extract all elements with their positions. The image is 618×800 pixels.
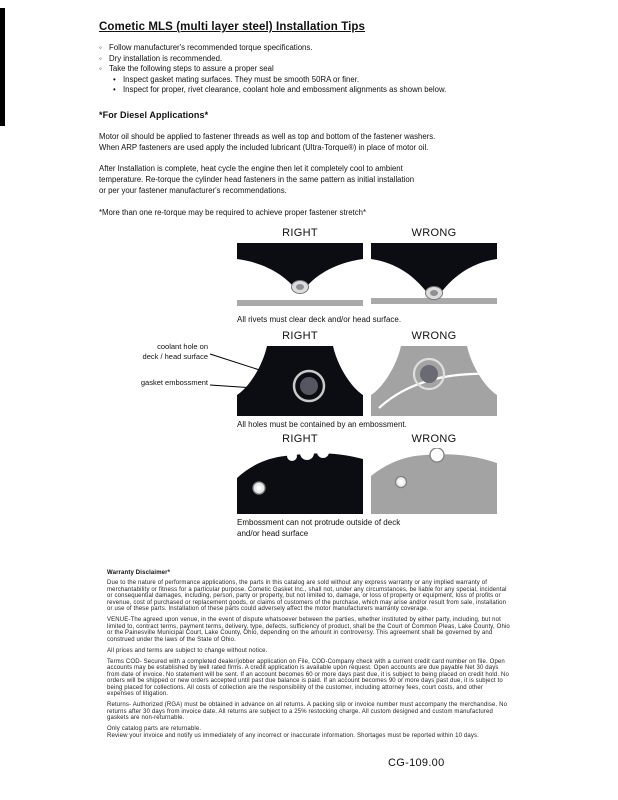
retorque-note: *More than one re-torque may be required to achieve proper fastener stretch*: [99, 207, 366, 217]
text-line: After Installation is complete, heat cycle the engine then let it completely cool to ambient: [99, 163, 403, 173]
diesel-heading: *For Diesel Applications*: [99, 109, 209, 120]
warranty-heading: Warranty Disclaimer*: [107, 570, 171, 576]
list-subitem: [99, 85, 529, 96]
list-item: [99, 54, 529, 65]
warranty-paragraph: Terms COD- Secured with a completed dealer/jobber application on File, COD-Company check with a current credit card number on file. Open accounts may be established by well rated firms. A credit application is available upon request. Open accounts are due payable Net 30 days from date of invoice. No statement will be sent. If an account becomes 60 or more days past due, it is subject to being placed on credit hold. No orders will be shipped or new orders accepted until past due balance is paid. If an account becomes 90 or more days past due, it is subject to being placed for collections. All costs of collection are the responsibility of the customer, including attorney fees, court costs, and other expenses of litigation.: [107, 658, 509, 697]
page-edge-mark: [0, 8, 5, 126]
text-line: Embossment can not protrude outside of deck: [237, 518, 401, 527]
wrong-label-row1: WRONG: [411, 227, 457, 239]
doc-number: CG-109.00: [388, 757, 445, 769]
right-label-row2: RIGHT: [282, 330, 318, 342]
warranty-paragraph: Due to the nature of performance applications, the parts in this catalog are sold without any express warranty or any implied warranty of merchantability or fitness for a particular purpose. Cometic Gasket Inc., shall not, under any circumstances, be liable for any special, incidental or consequential damages, including, person, party or property, but not limited to, damage, or loss of property or equipment, loss of profits or revenue, cost of purchased or replacement goods, or claims of customers of the purchase, which may arise and/or result from sale, installation or use of these parts. Installation of these parts could adversely affect the motor manufacturers warranty coverage.: [107, 580, 507, 612]
diagram-embossment-wrong: [371, 448, 497, 514]
text-line: deck / head surface: [142, 351, 208, 361]
warranty-paragraph: All prices and terms are subject to change without notice.: [107, 647, 268, 654]
tip-text: Dry installation is recommended.: [109, 53, 223, 63]
text-line: Motor oil should be applied to fastener threads as well as top and bottom of the fastener washers.: [99, 131, 436, 141]
text-line: temperature. Re-torque the cylinder head fasteners in the same pattern as initial installation: [99, 174, 415, 184]
warranty-paragraph: Review your invoice and notify us immediately of any incorrect or inaccurate information. Shortages must be reported within 10 days.: [107, 732, 479, 739]
tip-text: Inspect for proper, rivet clearance, coolant hole and embossment alignments as shown below.: [123, 85, 447, 94]
tip-text: Follow manufacturer's recommended torque specifications.: [109, 43, 313, 52]
diesel-paragraph-1: [99, 131, 529, 153]
right-label-row1: RIGHT: [282, 227, 318, 239]
diesel-paragraph-2: [99, 163, 529, 196]
label-coolant-hole: [126, 342, 208, 361]
caption-row1: All rivets must clear deck and/or head surface.: [237, 315, 402, 324]
diagram-hole-right: [237, 346, 363, 416]
text-line: and/or head surface: [237, 529, 309, 538]
list-item: [99, 43, 529, 54]
warranty-paragraph: Only catalog parts are returnable.: [107, 726, 202, 732]
warranty-paragraph: VENUE-The agreed upon venue, in the event of dispute whatsoever between the parties, whether instituted by either party, including, but not limited to, contract terms, payment terms, delivery, type, defects, sufficiency of product, shall be the Court of Common Pleas, Lake County, Ohio or the Painesville Municipal Court, Lake County, Ohio, depending on the amount in controversy. This agreement shall be governed by and construed under the laws of the State of Ohio.: [107, 617, 510, 643]
warranty-section: [107, 570, 511, 744]
page-title: Cometic MLS (multi layer steel) Installation Tips: [99, 21, 366, 33]
label-gasket-embossment: gasket embossment: [140, 378, 208, 387]
wrong-label-row2: WRONG: [411, 330, 457, 342]
diagram-embossment-right: [237, 448, 363, 514]
diagram-hole-wrong: [371, 346, 497, 416]
intro-section: [99, 20, 529, 217]
text-line: or per your fastener manufacturer's recommendations.: [99, 185, 287, 195]
caption-row3: [237, 517, 400, 539]
diagram-rivet-wrong: [371, 243, 497, 311]
text-line: When ARP fasteners are used apply the included lubricant (Ultra-Torque®) in place of motor oil.: [99, 142, 429, 152]
text-line: coolant hole on: [157, 342, 208, 351]
tip-text: Inspect gasket mating surfaces. They must be smooth 50RA or finer.: [123, 74, 360, 84]
list-subitem: [99, 75, 529, 86]
list-item: [99, 64, 529, 75]
diagram-rivet-right: [237, 243, 363, 311]
tip-text: Take the following steps to assure a proper seal: [109, 64, 274, 73]
caption-row2: All holes must be contained by an embossment.: [237, 420, 407, 429]
warranty-paragraph: Returns- Authorized (RGA) must be obtained in advance on all returns. A packing slip or invoice number must accompany the merchandise. No returns after 30 days from invoice date. All returns are subject to a 25% restocking charge. All custom designed and custom manufactured gaskets are non-returnable.: [107, 702, 508, 721]
right-label-row3: RIGHT: [282, 433, 318, 445]
wrong-label-row3: WRONG: [411, 433, 457, 445]
